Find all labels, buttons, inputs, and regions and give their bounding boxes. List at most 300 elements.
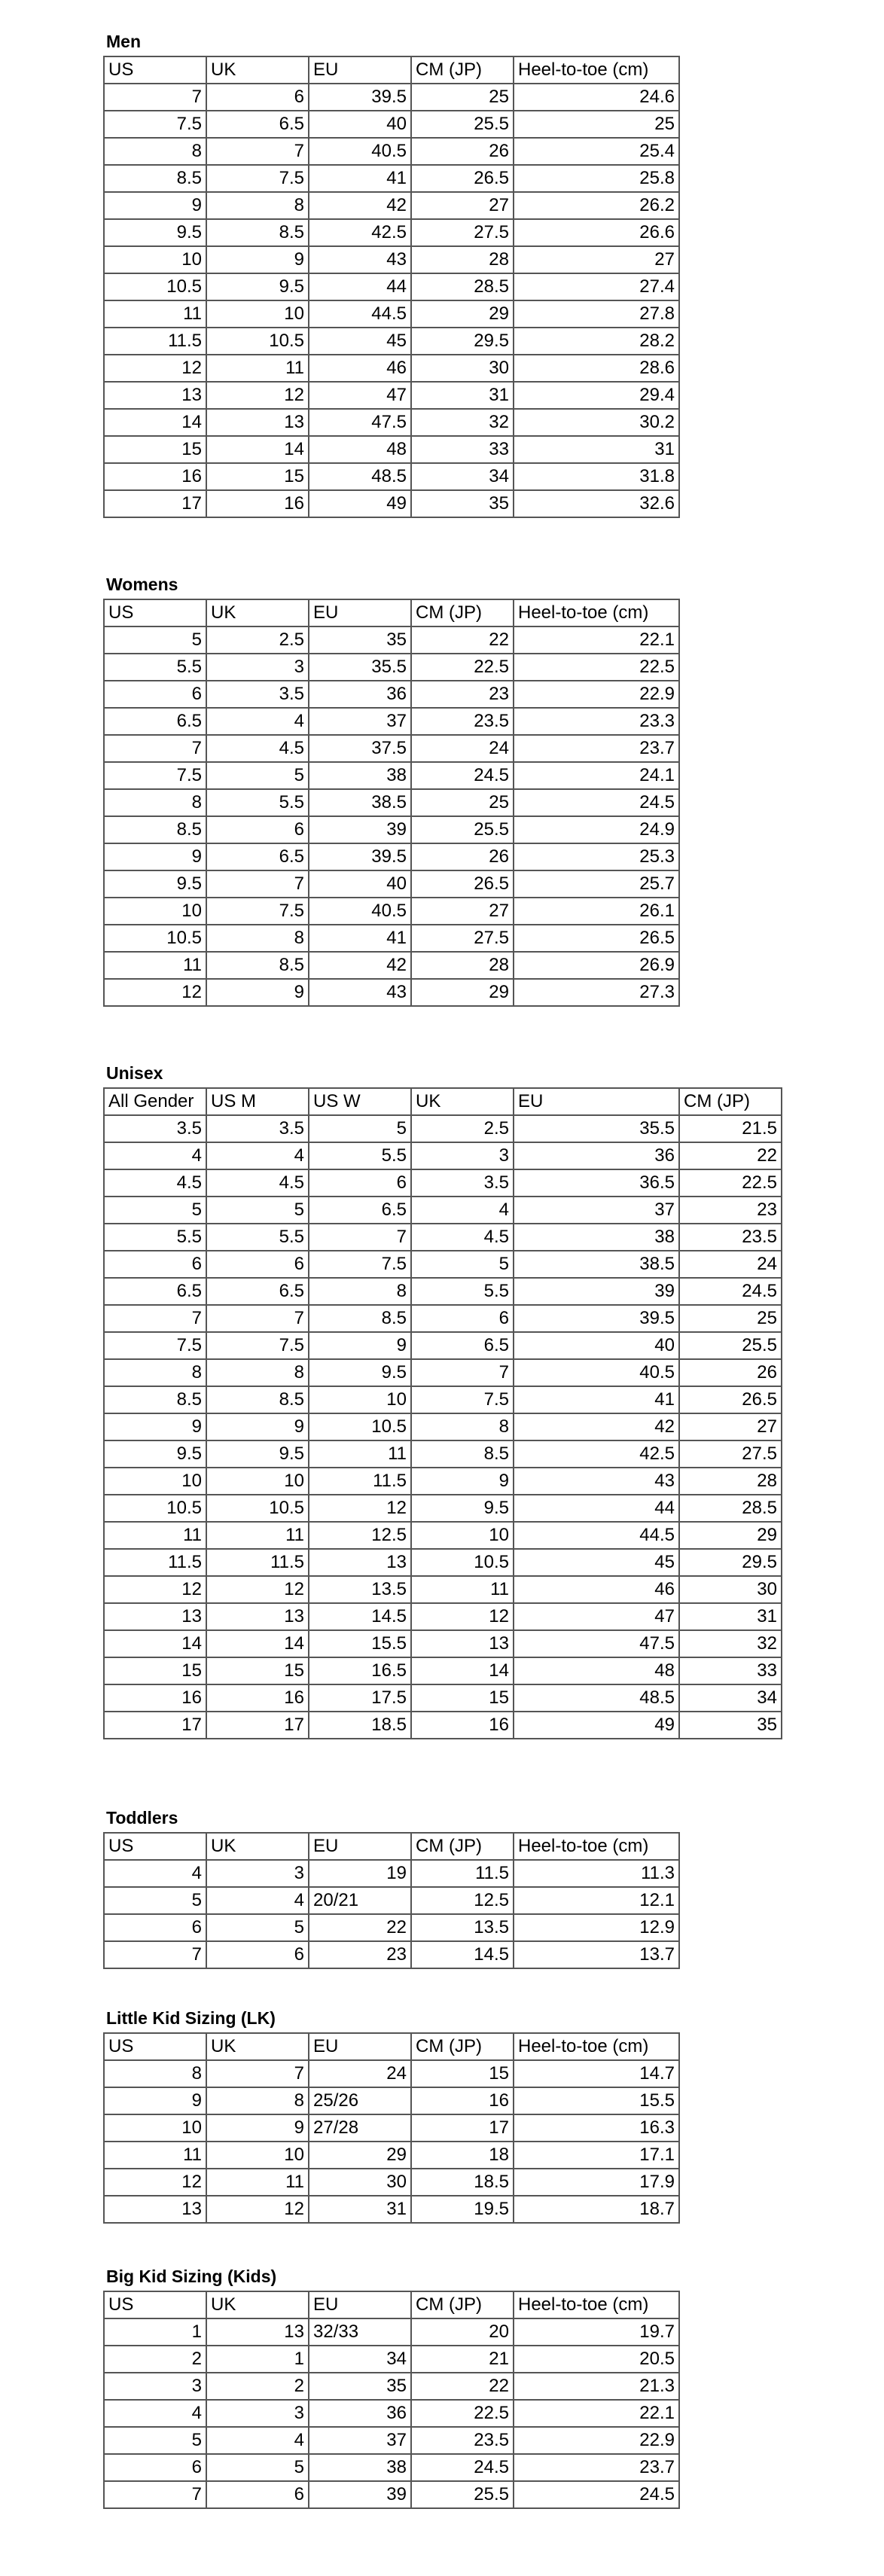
table-cell: 45 [514,1549,679,1576]
table-cell: 22 [411,2373,514,2400]
table-cell: 48 [514,1657,679,1684]
table-cell: 26 [679,1359,782,1386]
table-cell: 7 [104,1941,206,1968]
table-cell: 2 [104,2346,206,2373]
table-cell: 45 [309,328,411,355]
table-cell: 30 [411,355,514,382]
big-kid-size-table [103,2291,680,2509]
table-cell: 3 [206,2400,309,2427]
table-cell: 35 [411,490,514,517]
table-cell: 12 [104,2169,206,2196]
column-header: EU [309,2291,411,2318]
table-cell: 46 [309,355,411,382]
table-row [104,925,679,952]
table-cell: 6 [206,2481,309,2508]
table-cell: 12 [206,1576,309,1603]
size-section-big-kid [103,2262,680,2509]
column-header: CM (JP) [679,1088,782,1115]
table-cell: 7 [104,2481,206,2508]
table-cell: 35.5 [309,654,411,681]
table-cell: 9 [104,192,206,219]
table-cell: 21.3 [514,2373,679,2400]
table-cell: 11 [104,300,206,328]
column-header: EU [309,2033,411,2060]
table-row [104,735,679,762]
table-row [104,681,679,708]
table-cell: 27.5 [679,1440,782,1468]
table-cell: 34 [411,463,514,490]
table-row [104,1887,679,1914]
table-cell: 28 [679,1468,782,1495]
table-cell: 10.5 [411,1549,514,1576]
table-cell: 10 [411,1522,514,1549]
table-cell: 2.5 [206,626,309,654]
table-cell: 32 [411,409,514,436]
table-cell: 48.5 [309,463,411,490]
column-header: CM (JP) [411,1833,514,1860]
table-row [104,1197,782,1224]
table-cell: 11 [104,1522,206,1549]
table-cell: 39 [514,1278,679,1305]
table-cell: 10 [309,1386,411,1413]
table-cell: 27.8 [514,300,679,328]
table-cell: 12 [104,355,206,382]
table-cell: 38.5 [309,789,411,816]
table-cell: 8 [104,1359,206,1386]
table-cell: 9.5 [206,1440,309,1468]
table-cell: 18.5 [411,2169,514,2196]
table-cell: 6 [411,1305,514,1332]
table-cell: 4.5 [206,735,309,762]
table-cell: 44.5 [514,1522,679,1549]
table-cell: 2.5 [411,1115,514,1142]
table-row [104,1860,679,1887]
table-cell: 8.5 [104,816,206,843]
table-cell: 5.5 [206,789,309,816]
table-cell: 22.1 [514,626,679,654]
table-cell: 22.1 [514,2400,679,2427]
table-cell: 6.5 [206,111,309,138]
table-cell: 15 [206,463,309,490]
column-header: EU [514,1088,679,1115]
table-cell: 9 [206,979,309,1006]
table-cell: 7 [206,1305,309,1332]
table-cell: 33 [411,436,514,463]
table-row [104,1657,782,1684]
table-cell: 26.1 [514,898,679,925]
table-cell: 11.5 [309,1468,411,1495]
table-cell: 15.5 [514,2087,679,2114]
table-cell: 31 [309,2196,411,2223]
table-row [104,219,679,246]
table-cell: 26.5 [679,1386,782,1413]
table-cell: 40.5 [309,898,411,925]
table-cell: 24.5 [411,762,514,789]
size-section-womens [103,570,680,1007]
table-cell: 13 [104,382,206,409]
toddlers-size-table [103,1832,680,1969]
table-cell: 16 [206,490,309,517]
table-cell: 27 [411,898,514,925]
table-row [104,1603,782,1630]
table-cell: 16.5 [309,1657,411,1684]
table-cell: 7.5 [411,1386,514,1413]
table-cell: 39.5 [309,84,411,111]
table-cell: 40.5 [514,1359,679,1386]
table-cell: 4.5 [411,1224,514,1251]
table-cell: 43 [309,246,411,273]
table-cell: 29 [411,300,514,328]
table-cell: 36 [309,2400,411,2427]
table-cell: 23 [411,681,514,708]
table-cell: 9.5 [206,273,309,300]
table-cell: 41 [309,925,411,952]
table-row [104,1576,782,1603]
table-cell: 29 [309,2142,411,2169]
table-cell: 11.5 [104,1549,206,1576]
table-cell: 19 [309,1860,411,1887]
table-cell: 7 [104,84,206,111]
table-cell: 21.5 [679,1115,782,1142]
table-row [104,1440,782,1468]
table-cell: 11.3 [514,1860,679,1887]
little-kid-size-table [103,2032,680,2224]
table-row [104,1278,782,1305]
table-cell: 7.5 [104,111,206,138]
table-cell: 22.5 [411,2400,514,2427]
table-cell: 6.5 [104,1278,206,1305]
table-cell: 24 [679,1251,782,1278]
table-cell: 35 [679,1712,782,1739]
table-cell: 7 [411,1359,514,1386]
table-cell: 5 [206,1914,309,1941]
table-cell: 3 [206,1860,309,1887]
table-cell: 12.9 [514,1914,679,1941]
table-cell: 26.6 [514,219,679,246]
table-cell: 11 [104,952,206,979]
table-cell: 31 [411,382,514,409]
table-cell: 18.7 [514,2196,679,2223]
column-header: US [104,599,206,626]
column-header: CM (JP) [411,599,514,626]
table-cell: 23.7 [514,2454,679,2481]
column-header: UK [206,2033,309,2060]
table-row [104,1914,679,1941]
table-cell: 7.5 [104,762,206,789]
table-cell: 18 [411,2142,514,2169]
table-cell: 29 [411,979,514,1006]
column-header: UK [206,1833,309,1860]
table-row [104,626,679,654]
table-cell: 4 [206,1142,309,1169]
table-row [104,952,679,979]
table-cell: 27.5 [411,219,514,246]
table-row [104,382,679,409]
table-cell: 33 [679,1657,782,1684]
column-header: All Gender [104,1088,206,1115]
table-cell: 27/28 [309,2114,411,2142]
table-cell: 34 [679,1684,782,1712]
table-cell: 21 [411,2346,514,2373]
table-row [104,2169,679,2196]
table-cell: 5.5 [104,1224,206,1251]
table-cell: 10.5 [206,1495,309,1522]
table-cell: 39 [309,2481,411,2508]
table-cell: 13 [411,1630,514,1657]
table-cell: 26 [411,138,514,165]
table-cell: 7.5 [206,165,309,192]
table-cell: 7.5 [309,1251,411,1278]
table-cell: 39.5 [309,843,411,870]
table-cell: 14 [411,1657,514,1684]
column-header: Heel-to-toe (cm) [514,56,679,84]
table-cell: 10 [206,1468,309,1495]
table-row [104,708,679,735]
unisex-size-table [103,1087,782,1739]
table-cell: 40 [309,111,411,138]
table-cell: 6 [104,1914,206,1941]
table-cell: 6 [104,2454,206,2481]
table-cell: 8 [206,925,309,952]
table-cell: 16.3 [514,2114,679,2142]
column-header: Heel-to-toe (cm) [514,1833,679,1860]
table-cell: 42 [309,192,411,219]
table-cell: 12 [206,2196,309,2223]
table-cell: 8.5 [411,1440,514,1468]
table-cell: 26.5 [411,870,514,898]
table-row [104,762,679,789]
table-cell: 14 [104,1630,206,1657]
table-cell: 30 [679,1576,782,1603]
table-cell: 5 [104,2427,206,2454]
column-header: CM (JP) [411,56,514,84]
table-cell: 8.5 [206,1386,309,1413]
table-cell: 47 [309,382,411,409]
table-cell: 12 [411,1603,514,1630]
table-cell: 25.3 [514,843,679,870]
table-cell: 38 [309,2454,411,2481]
table-cell: 32/33 [309,2318,411,2346]
table-cell: 11 [206,2169,309,2196]
table-cell: 38 [309,762,411,789]
table-row [104,165,679,192]
table-cell: 26.9 [514,952,679,979]
table-cell: 22.9 [514,681,679,708]
column-header: CM (JP) [411,2291,514,2318]
table-cell: 31.8 [514,463,679,490]
table-row [104,328,679,355]
table-cell: 11.5 [206,1549,309,1576]
table-cell: 15 [411,1684,514,1712]
table-cell: 11 [206,355,309,382]
table-cell: 10.5 [206,328,309,355]
table-cell: 6.5 [104,708,206,735]
table-cell: 9.5 [104,219,206,246]
table-cell: 4 [104,1142,206,1169]
table-cell: 36 [309,681,411,708]
table-cell: 10.5 [104,273,206,300]
table-row [104,192,679,219]
table-cell: 26.2 [514,192,679,219]
table-cell: 13 [206,1603,309,1630]
table-cell: 6 [104,1251,206,1278]
table-cell: 13.5 [411,1914,514,1941]
table-cell: 25 [411,789,514,816]
table-cell: 22 [411,626,514,654]
table-cell: 17.5 [309,1684,411,1712]
table-cell: 5 [206,1197,309,1224]
table-cell: 42 [309,952,411,979]
table-row [104,246,679,273]
table-cell: 25 [411,84,514,111]
table-cell: 28.5 [411,273,514,300]
table-cell: 4 [206,2427,309,2454]
table-cell: 29.4 [514,382,679,409]
table-row [104,1549,782,1576]
table-row [104,1712,782,1739]
table-header-row [104,56,679,84]
table-cell: 3 [411,1142,514,1169]
table-cell: 5 [104,626,206,654]
table-cell: 25.5 [679,1332,782,1359]
table-cell: 10 [104,1468,206,1495]
table-cell: 22.5 [679,1169,782,1197]
table-cell: 37 [309,708,411,735]
column-header: EU [309,56,411,84]
table-cell: 7 [104,735,206,762]
table-cell: 13 [206,409,309,436]
table-cell: 37 [309,2427,411,2454]
table-cell: 10 [206,300,309,328]
table-cell: 20 [411,2318,514,2346]
table-cell: 13 [309,1549,411,1576]
table-cell: 15.5 [309,1630,411,1657]
table-cell: 23.5 [679,1224,782,1251]
table-cell: 13.7 [514,1941,679,1968]
table-cell: 13 [104,2196,206,2223]
table-cell: 27 [411,192,514,219]
table-row [104,1169,782,1197]
table-row [104,1630,782,1657]
table-cell: 47.5 [309,409,411,436]
table-cell: 5.5 [206,1224,309,1251]
table-cell: 10 [104,898,206,925]
table-cell: 9.5 [411,1495,514,1522]
column-header: Heel-to-toe (cm) [514,2291,679,2318]
table-cell: 14 [206,1630,309,1657]
table-row [104,463,679,490]
table-cell: 15 [104,1657,206,1684]
table-row [104,273,679,300]
table-cell: 24.9 [514,816,679,843]
table-cell: 44.5 [309,300,411,328]
table-cell: 11.5 [411,1860,514,1887]
men-section-title: Men [106,32,141,51]
table-cell: 9.5 [104,870,206,898]
table-cell: 24.6 [514,84,679,111]
table-cell: 8 [309,1278,411,1305]
table-cell: 39 [309,816,411,843]
table-cell: 30 [309,2169,411,2196]
table-cell: 29 [679,1522,782,1549]
table-cell: 17 [411,2114,514,2142]
table-cell: 3 [104,2373,206,2400]
table-cell: 6 [309,1169,411,1197]
table-cell: 14 [206,436,309,463]
table-cell: 4 [104,2400,206,2427]
table-cell: 10 [206,2142,309,2169]
table-cell: 34 [309,2346,411,2373]
table-cell: 25.5 [411,111,514,138]
table-cell: 6 [206,1251,309,1278]
table-cell: 22.5 [411,654,514,681]
table-cell: 16 [411,2087,514,2114]
column-header: US [104,2291,206,2318]
table-cell: 10 [104,2114,206,2142]
table-row [104,2346,679,2373]
table-cell: 14.5 [411,1941,514,1968]
table-cell: 8 [206,1359,309,1386]
column-header: UK [206,56,309,84]
table-cell: 3.5 [104,1115,206,1142]
column-header: US W [309,1088,411,1115]
table-cell: 16 [104,463,206,490]
table-cell: 24.1 [514,762,679,789]
table-cell: 15 [104,436,206,463]
table-cell: 25.7 [514,870,679,898]
table-cell: 8.5 [206,219,309,246]
column-header: Heel-to-toe (cm) [514,599,679,626]
table-row [104,1522,782,1549]
table-cell: 40 [514,1332,679,1359]
table-cell: 24.5 [514,2481,679,2508]
table-cell: 22 [309,1914,411,1941]
table-cell: 4 [411,1197,514,1224]
table-cell: 9 [309,1332,411,1359]
table-cell: 8.5 [309,1305,411,1332]
table-row [104,300,679,328]
table-cell: 10.5 [309,1413,411,1440]
table-cell: 7.5 [206,898,309,925]
table-cell: 8.5 [104,165,206,192]
big-kid-section-title: Big Kid Sizing (Kids) [106,2267,277,2286]
table-cell: 6.5 [411,1332,514,1359]
table-cell: 24 [309,2060,411,2087]
table-cell: 20.5 [514,2346,679,2373]
table-cell: 26.5 [514,925,679,952]
table-row [104,1332,782,1359]
table-row [104,1495,782,1522]
womens-size-table [103,599,680,1007]
table-cell: 12 [309,1495,411,1522]
table-cell: 4.5 [104,1169,206,1197]
table-cell: 8 [104,138,206,165]
table-cell: 23 [679,1197,782,1224]
table-cell: 46 [514,1576,679,1603]
table-cell: 10.5 [104,925,206,952]
table-cell: 23.7 [514,735,679,762]
table-cell: 17 [104,490,206,517]
table-cell: 28 [411,952,514,979]
table-cell: 3.5 [411,1169,514,1197]
table-row [104,816,679,843]
table-cell: 12 [206,382,309,409]
table-cell: 6 [206,816,309,843]
table-row [104,1386,782,1413]
table-cell: 18.5 [309,1712,411,1739]
table-cell: 6.5 [309,1197,411,1224]
table-cell: 9 [104,1413,206,1440]
